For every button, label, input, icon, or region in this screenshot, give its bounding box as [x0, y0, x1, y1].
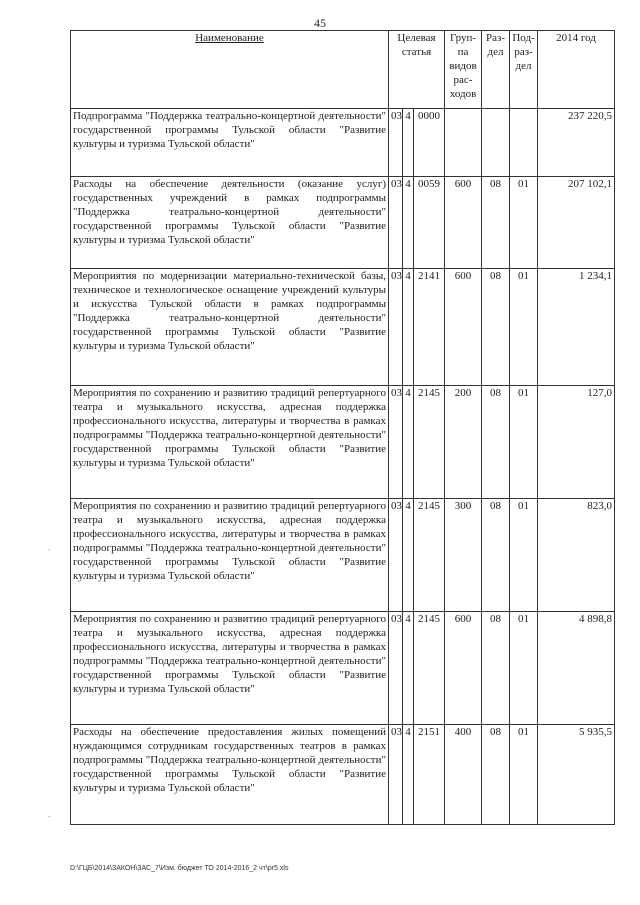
row-code-1: 03	[389, 109, 403, 177]
row-subsection: 01	[510, 725, 538, 825]
row-code-2: 4	[403, 499, 414, 612]
table-row	[71, 109, 615, 177]
row-code-1: 03	[389, 177, 403, 269]
row-name: Расходы на обеспечение предоставления жилых помещений нуждающимся сотрудникам государственных театров в рамках подпрограммы "Поддержка театрально-концертной деятельности" государственной программы Тульской области "Развитие культуры и туризма Тульской области"	[71, 725, 389, 825]
table-row	[71, 269, 615, 386]
footer-file-path: D:\ГЦБ\2014\ЗАКОН\ЗАС_7\Изм. бюджет ТО 2014-2016_2 чт\pr5.xls	[70, 865, 289, 872]
row-code-1: 03	[389, 612, 403, 725]
row-amount: 127,0	[538, 386, 615, 499]
row-section: 08	[482, 177, 510, 269]
row-name: Мероприятия по модернизации материально-технической базы, техническое и технологическое оснащение учреждений культуры и искусства Тульской области в рамках подпрограммы "Поддержка театрально-концертной деятельности" государственной программы Тульской области "Развитие культуры и туризма Тульской области"	[71, 269, 389, 386]
header-year: 2014 год	[538, 31, 615, 109]
row-code-3: 0000	[414, 109, 445, 177]
row-amount: 4 898,8	[538, 612, 615, 725]
row-section: 08	[482, 725, 510, 825]
scan-mark: -	[48, 812, 51, 821]
row-subsection	[510, 109, 538, 177]
row-subsection: 01	[510, 612, 538, 725]
row-code-1: 03	[389, 499, 403, 612]
row-group: 600	[445, 269, 482, 386]
page-number: 45	[314, 16, 326, 30]
table-row	[71, 612, 615, 725]
row-subsection: 01	[510, 177, 538, 269]
row-group: 300	[445, 499, 482, 612]
row-amount: 1 234,1	[538, 269, 615, 386]
table-row	[71, 725, 615, 825]
table-row	[71, 177, 615, 269]
row-code-1: 03	[389, 269, 403, 386]
row-code-3: 2141	[414, 269, 445, 386]
row-amount: 237 220,5	[538, 109, 615, 177]
budget-table	[70, 30, 615, 825]
row-code-3: 2145	[414, 612, 445, 725]
row-code-3: 2151	[414, 725, 445, 825]
row-group: 200	[445, 386, 482, 499]
row-group: 600	[445, 612, 482, 725]
row-name: Подпрограмма "Поддержка театрально-концертной деятельности" государственной программы Тульской области "Развитие культуры и туризма Тульской области"	[71, 109, 389, 177]
row-code-3: 2145	[414, 386, 445, 499]
row-section: 08	[482, 269, 510, 386]
row-code-2: 4	[403, 109, 414, 177]
row-section	[482, 109, 510, 177]
row-code-2: 4	[403, 725, 414, 825]
row-code-3: 2145	[414, 499, 445, 612]
header-name: Наименование	[71, 31, 389, 109]
row-amount: 5 935,5	[538, 725, 615, 825]
row-subsection: 01	[510, 386, 538, 499]
header-subsection: Под-раз-дел	[510, 31, 538, 109]
row-subsection: 01	[510, 499, 538, 612]
table-row	[71, 386, 615, 499]
row-amount: 823,0	[538, 499, 615, 612]
row-code-2: 4	[403, 177, 414, 269]
row-name: Мероприятия по сохранению и развитию традиций репертуарного театра и музыкального искусства, адресная поддержка профессионального искусства, литературы и творчества в рамках подпрограммы "Поддержка театрально-концертной деятельности" государственной программы Тульской области "Развитие культуры и туризма Тульской области"	[71, 612, 389, 725]
row-code-2: 4	[403, 386, 414, 499]
row-section: 08	[482, 386, 510, 499]
scan-mark: -	[48, 545, 51, 554]
row-section: 08	[482, 612, 510, 725]
row-code-3: 0059	[414, 177, 445, 269]
row-code-2: 4	[403, 612, 414, 725]
table-header-row	[71, 31, 615, 109]
table-row	[71, 499, 615, 612]
header-expense-group: Груп-па видов рас-ходов	[445, 31, 482, 109]
row-group	[445, 109, 482, 177]
row-name: Расходы на обеспечение деятельности (оказание услуг) государственных учреждений в рамках подпрограммы "Поддержка театрально-концертной деятельности" государственной программы Тульской области "Развитие культуры и туризма Тульской области"	[71, 177, 389, 269]
row-code-1: 03	[389, 725, 403, 825]
row-group: 400	[445, 725, 482, 825]
row-name: Мероприятия по сохранению и развитию традиций репертуарного театра и музыкального искусства, адресная поддержка профессионального искусства, литературы и творчества в рамках подпрограммы "Поддержка театрально-концертной деятельности" государственной программы Тульской области "Развитие культуры и туризма Тульской области"	[71, 499, 389, 612]
row-group: 600	[445, 177, 482, 269]
row-section: 08	[482, 499, 510, 612]
row-subsection: 01	[510, 269, 538, 386]
header-section: Раз-дел	[482, 31, 510, 109]
row-name: Мероприятия по сохранению и развитию традиций репертуарного театра и музыкального искусства, адресная поддержка профессионального искусства, литературы и творчества в рамках подпрограммы "Поддержка театрально-концертной деятельности" государственной программы Тульской области "Развитие культуры и туризма Тульской области"	[71, 386, 389, 499]
row-code-2: 4	[403, 269, 414, 386]
row-amount: 207 102,1	[538, 177, 615, 269]
header-target-article: Целевая статья	[389, 31, 445, 109]
row-code-1: 03	[389, 386, 403, 499]
